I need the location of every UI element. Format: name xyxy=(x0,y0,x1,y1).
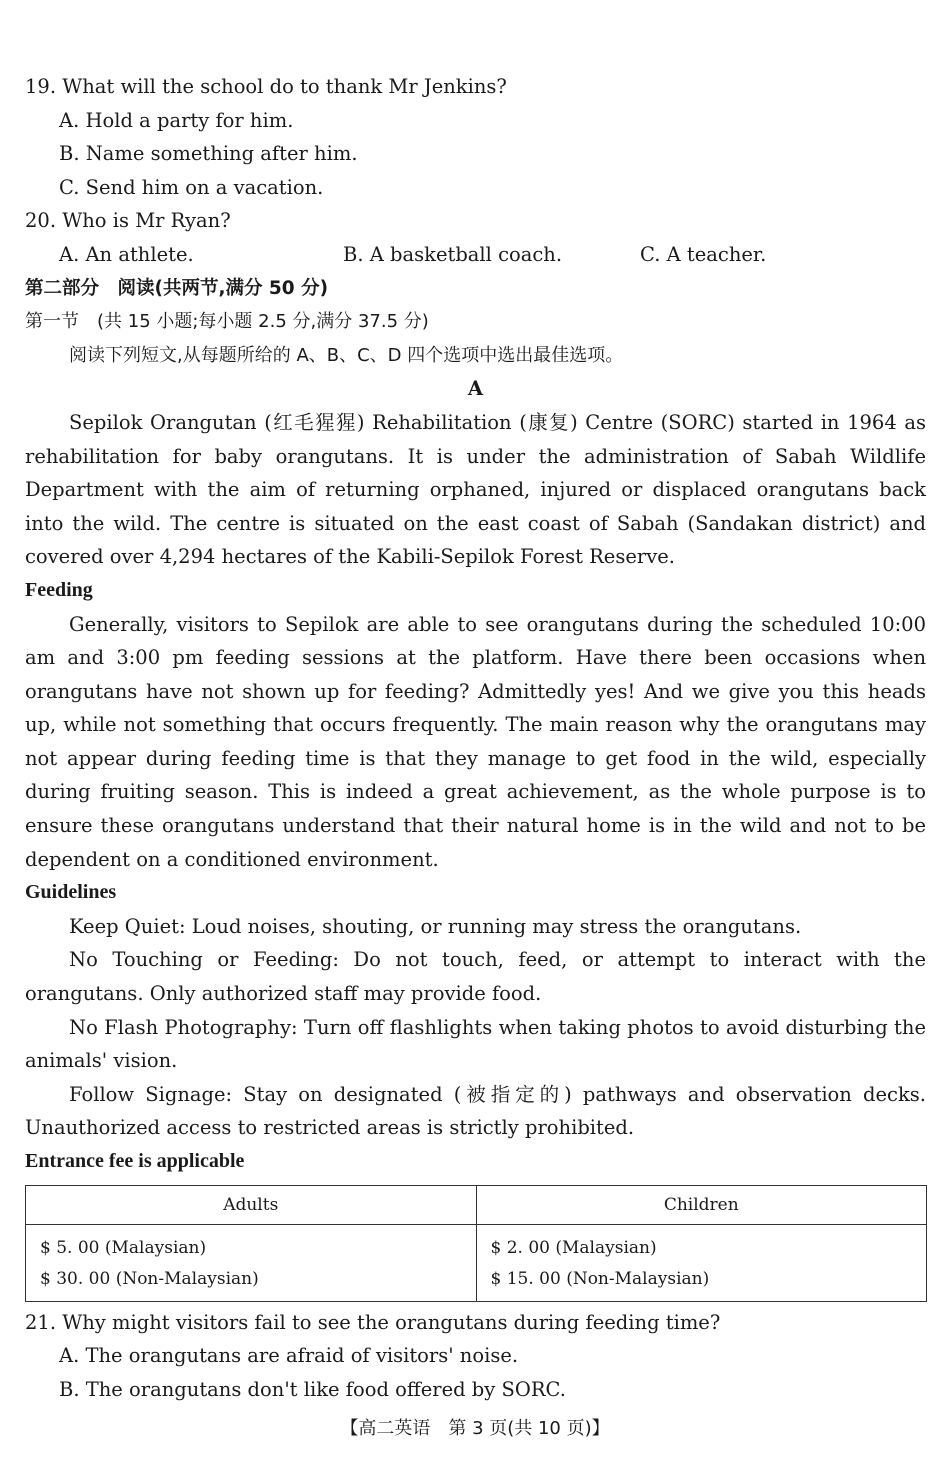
q21-option-a: A. The orangutans are afraid of visitors' noise. xyxy=(59,1344,519,1368)
fee-adults-non-malaysian: $ 30. 00 (Non-Malaysian) xyxy=(40,1268,259,1289)
fee-header-adults: Adults xyxy=(26,1185,477,1224)
guideline-follow-signage: Follow Signage: Stay on designated (被指定的) pathways and observation decks. Unauthorized access to restricted areas is strictly prohibited. xyxy=(25,1082,926,1140)
q19-option-a: A. Hold a party for him. xyxy=(59,108,294,132)
passage-letter: A xyxy=(467,377,484,401)
fee-cell-children xyxy=(476,1224,927,1301)
fee-adults-malaysian: $ 5. 00 (Malaysian) xyxy=(40,1237,207,1258)
question-21: 21. Why might visitors fail to see the orangutans during feeding time? xyxy=(25,1310,721,1334)
fee-table xyxy=(25,1185,927,1302)
fee-heading: Entrance fee is applicable xyxy=(25,1150,245,1172)
part2-title: 第二部分 阅读(共两节,满分 50 分) xyxy=(25,277,329,299)
fee-table-header-row xyxy=(26,1185,927,1224)
q20-options xyxy=(25,238,926,272)
feeding-text: Generally, visitors to Sepilok are able to see orangutans during the scheduled 10:00 am and 3:00 pm feeding sessions at the platform. Have there been occasions when orangutans have not shown up for feeding? Admittedly yes! And we give you this heads up, while not something that occurs frequently. The main reason why the orangutans may not appear during feeding time is that they manage to get food in the wild, especially during fruiting season. This is indeed a great achievement, as the whole purpose is to ensure these orangutans understand that their natural home is in the wild and not to be dependent on a conditioned environment. xyxy=(25,612,926,871)
question-20: 20. Who is Mr Ryan? xyxy=(25,209,231,233)
fee-children-malaysian: $ 2. 00 (Malaysian) xyxy=(490,1237,657,1258)
reading-instruction: 阅读下列短文,从每题所给的 A、B、C、D 四个选项中选出最佳选项。 xyxy=(69,344,624,366)
section1-title: 第一节 (共 15 小题;每小题 2.5 分,满分 37.5 分) xyxy=(25,311,429,333)
fee-children-non-malaysian: $ 15. 00 (Non-Malaysian) xyxy=(490,1268,710,1289)
q20-option-a: A. An athlete. xyxy=(59,242,194,266)
page-footer: 【高二英语 第 3 页(共 10 页)】 xyxy=(340,1418,610,1439)
guidelines-heading: Guidelines xyxy=(25,881,117,904)
q20-option-c: C. A teacher. xyxy=(640,242,767,266)
q21-option-b: B. The orangutans don't like food offered by SORC. xyxy=(59,1377,566,1401)
guideline-no-flash: No Flash Photography: Turn off flashlights when taking photos to avoid disturbing the animals' vision. xyxy=(25,1015,926,1073)
passage-intro: Sepilok Orangutan (红毛猩猩) Rehabilitation (康复) Centre (SORC) started in 1964 as rehabilitation for baby orangutans. It is under the administration of Sabah Wildlife Department with the aim of returning orphaned, injured or displaced orangutans back into the wild. The centre is situated on the east coast of Sabah (Sandakan district) and covered over 4,294 hectares of the Kabili-Sepilok Forest Reserve. xyxy=(25,410,926,569)
q19-option-c: C. Send him on a vacation. xyxy=(59,175,324,199)
guideline-no-touching: No Touching or Feeding: Do not touch, feed, or attempt to interact with the orangutans. Only authorized staff may provide food. xyxy=(25,948,926,1006)
question-19: 19. What will the school do to thank Mr Jenkins? xyxy=(25,75,507,98)
q20-option-b: B. A basketball coach. xyxy=(343,242,563,266)
fee-table-row xyxy=(26,1224,927,1301)
feeding-heading: Feeding xyxy=(25,578,93,601)
fee-cell-adults xyxy=(26,1224,477,1301)
q19-option-b: B. Name something after him. xyxy=(59,142,358,166)
fee-header-children: Children xyxy=(476,1185,927,1224)
guideline-keep-quiet: Keep Quiet: Loud noises, shouting, or running may stress the orangutans. xyxy=(69,914,802,938)
